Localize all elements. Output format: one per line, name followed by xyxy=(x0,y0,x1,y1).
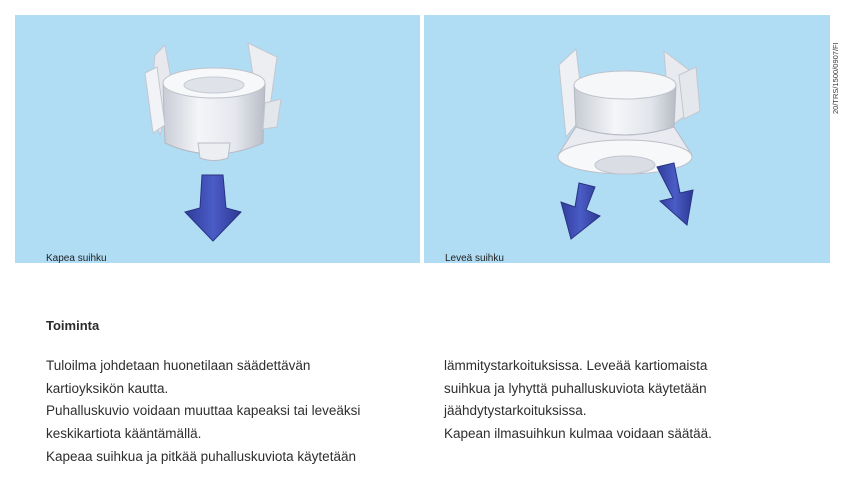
wide-jet-caption: Leveä suihku xyxy=(445,253,504,263)
document-code: 20/TRS/1500/0907/FI xyxy=(831,42,840,114)
narrow-jet-caption: Kapea suihku xyxy=(46,253,107,263)
wide-jet-nozzle-illustration xyxy=(424,15,830,263)
body-line: Kapeaa suihkua ja pitkää puhalluskuviota käytetään xyxy=(46,448,356,464)
body-line: lämmitystarkoituksissa. Leveää kartiomaista xyxy=(444,358,708,373)
body-line: keskikartiota kääntämällä. xyxy=(46,426,202,442)
narrow-jet-figure xyxy=(15,15,420,263)
body-line: Kapean ilmasuihkun kulmaa voidaan säätää. xyxy=(444,426,712,442)
body-text-right-column xyxy=(444,355,814,446)
body-line: kartioyksikön kautta. xyxy=(46,380,169,396)
body-line: jäähdytystarkoituksissa. xyxy=(444,403,587,419)
wide-jet-figure xyxy=(424,15,830,263)
body-line: Puhalluskuvio voidaan muuttaa kapeaksi tai leveäksi xyxy=(46,403,361,419)
body-text-left-column xyxy=(46,355,416,469)
section-title: Toiminta xyxy=(46,318,100,333)
narrow-jet-nozzle-illustration xyxy=(15,15,420,263)
body-line: Tuloilma johdetaan huonetilaan säädettävän xyxy=(46,358,311,373)
body-line: suihkua ja lyhyttä puhalluskuviota käytetään xyxy=(444,380,707,396)
